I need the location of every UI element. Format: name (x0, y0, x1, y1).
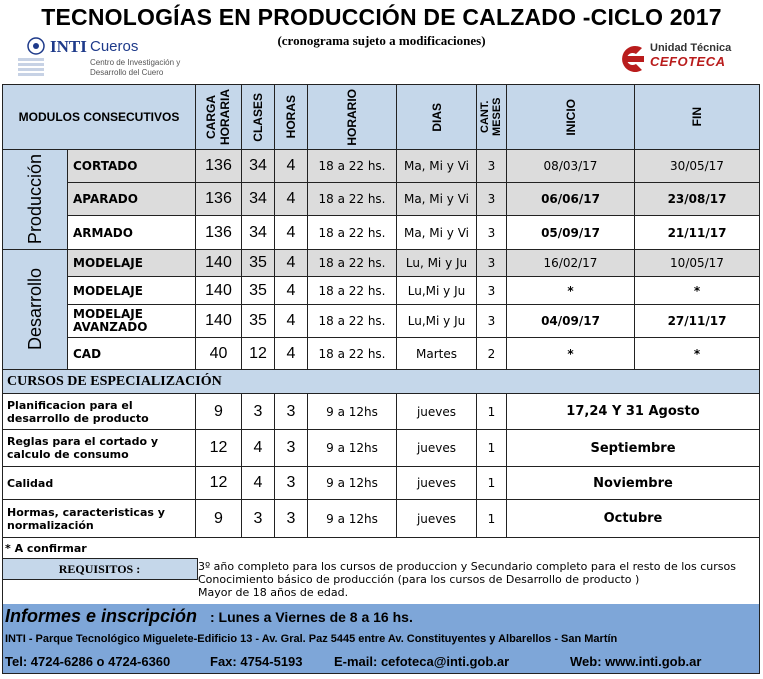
col-header-fin-label: FIN (690, 107, 704, 127)
module-carga: 136 (196, 150, 242, 183)
course-dias: jueves (397, 467, 477, 500)
module-horario: 18 a 22 hs. (308, 150, 397, 183)
col-header-clases (242, 84, 275, 150)
col-header-dias-label: DIAS (429, 102, 444, 132)
group-desarrollo (2, 250, 68, 370)
course-carga: 12 (196, 430, 242, 467)
module-clases: 34 (242, 150, 275, 183)
col-header-horas-label: HORAS (284, 95, 298, 139)
page-title: TECNOLOGÍAS EN PRODUCCIÓN DE CALZADO -CICLO 2017 (41, 4, 722, 30)
module-fin: 30/05/17 (635, 150, 760, 183)
col-header-meses (477, 84, 507, 150)
module-meses: 2 (477, 338, 507, 370)
col-header-meses-label: CANT. MESES (478, 97, 503, 137)
module-dias: Lu,Mi y Ju (397, 305, 477, 338)
cefoteca-unit-label: Unidad Técnica (650, 42, 732, 54)
module-fin: * (635, 338, 760, 370)
inti-logo-icon (12, 37, 48, 81)
module-meses: 3 (477, 216, 507, 250)
schedule-table (2, 84, 760, 674)
module-clases: 34 (242, 216, 275, 250)
module-name: MODELAJE (68, 250, 196, 277)
module-horas: 4 (275, 277, 308, 305)
col-header-modulos: MODULOS CONSECUTIVOS (2, 84, 196, 150)
module-clases: 35 (242, 305, 275, 338)
course-dias: jueves (397, 394, 477, 430)
inti-logo-word: INTI (50, 37, 87, 56)
inti-logo-sub1: Centro de Investigación y (90, 58, 181, 67)
module-name: MODELAJE AVANZADO (68, 305, 196, 338)
course-carga: 12 (196, 467, 242, 500)
course-dias: jueves (397, 430, 477, 467)
module-horas: 4 (275, 183, 308, 216)
col-header-inicio (507, 84, 635, 150)
module-meses: 3 (477, 305, 507, 338)
module-horario: 18 a 22 hs. (308, 250, 397, 277)
col-header-dias (397, 84, 477, 150)
module-inicio: 05/09/17 (507, 216, 635, 250)
module-inicio: 16/02/17 (507, 250, 635, 277)
course-clases: 4 (242, 430, 275, 467)
module-carga: 140 (196, 250, 242, 277)
module-name: ARMADO (68, 216, 196, 250)
module-meses: 3 (477, 277, 507, 305)
requisito-line-1: 3º año completo para los cursos de produccion y Secundario completo para el resto de los cursos (198, 560, 736, 573)
footer-tel: Tel: 4724-6286 o 4724-6360 (5, 654, 171, 669)
course-horas: 3 (275, 430, 308, 467)
col-header-carga (196, 84, 242, 150)
requisito-line-2: Conocimiento básico de producción (para los cursos de Desarrollo de producto ) (198, 573, 640, 586)
footer-fax: Fax: 4754-5193 (210, 654, 303, 669)
course-horas: 3 (275, 500, 308, 538)
col-header-inicio-label: INICIO (563, 98, 578, 136)
course-dias: jueves (397, 500, 477, 538)
col-header-fin (635, 84, 760, 150)
col-header-horario-label: HORARIO (345, 88, 359, 146)
col-header-horario (308, 84, 397, 150)
module-carga: 136 (196, 216, 242, 250)
course-horas: 3 (275, 394, 308, 430)
module-clases: 12 (242, 338, 275, 370)
course-horario: 9 a 12hs (308, 500, 397, 538)
confirm-note: * A confirmar (5, 542, 87, 555)
module-carga: 140 (196, 277, 242, 305)
module-horario: 18 a 22 hs. (308, 305, 397, 338)
module-horario: 18 a 22 hs. (308, 338, 397, 370)
footer (2, 604, 760, 674)
module-inicio: * (507, 277, 635, 305)
module-horario: 18 a 22 hs. (308, 183, 397, 216)
module-fin: * (635, 277, 760, 305)
module-clases: 35 (242, 277, 275, 305)
footer-informes: Informes e inscripción (5, 606, 198, 626)
course-carga: 9 (196, 394, 242, 430)
module-horas: 4 (275, 250, 308, 277)
course-name: Calidad (2, 467, 196, 500)
course-meses: 1 (477, 394, 507, 430)
module-fin: 27/11/17 (635, 305, 760, 338)
module-inicio: 08/03/17 (507, 150, 635, 183)
module-inicio: 04/09/17 (507, 305, 635, 338)
course-fecha: 17,24 Y 31 Agosto (507, 394, 760, 430)
page-subtitle: (cronograma sujeto a modificaciones) (277, 33, 486, 48)
footer-horario: : Lunes a Viernes de 8 a 16 hs. (210, 609, 413, 625)
col-header-clases-label: CLASES (251, 92, 265, 142)
course-fecha: Septiembre (507, 430, 760, 467)
course-name: Hormas, caracteristicas y normalización (2, 500, 196, 538)
course-meses: 1 (477, 500, 507, 538)
module-horario: 18 a 22 hs. (308, 277, 397, 305)
module-meses: 3 (477, 183, 507, 216)
module-dias: Lu,Mi y Ju (397, 277, 477, 305)
course-horas: 3 (275, 467, 308, 500)
course-horario: 9 a 12hs (308, 430, 397, 467)
requisitos-label: REQUISITOS : (2, 558, 198, 580)
module-fin: 10/05/17 (635, 250, 760, 277)
module-fin: 23/08/17 (635, 183, 760, 216)
module-name: APARADO (68, 183, 196, 216)
course-fecha: Octubre (507, 500, 760, 538)
specialization-title: CURSOS DE ESPECIALIZACIÓN (2, 370, 760, 394)
course-horario: 9 a 12hs (308, 467, 397, 500)
course-name: Planificacion para el desarrollo de producto (2, 394, 196, 430)
module-carga: 40 (196, 338, 242, 370)
module-meses: 3 (477, 150, 507, 183)
group-produccion-label: Producción (24, 154, 45, 245)
course-meses: 1 (477, 430, 507, 467)
module-horas: 4 (275, 338, 308, 370)
module-dias: Lu, Mi y Ju (397, 250, 477, 277)
requisitos-text (198, 560, 736, 599)
requisito-line-3: Mayor de 18 años de edad. (198, 586, 349, 599)
footer-address: INTI - Parque Tecnológico Miguelete-Edificio 13 - Av. Gral. Paz 5445 entre Av. Constituyentes y Albarellos - San Martín (5, 633, 618, 645)
module-dias: Ma, Mi y Vi (397, 150, 477, 183)
module-carga: 136 (196, 183, 242, 216)
course-meses: 1 (477, 467, 507, 500)
course-horario: 9 a 12hs (308, 394, 397, 430)
module-horario: 18 a 22 hs. (308, 216, 397, 250)
cefoteca-name: CEFOTECA (650, 54, 726, 69)
col-header-horas (275, 84, 308, 150)
course-fecha: Noviembre (507, 467, 760, 500)
inti-logo-sub2: Desarrollo del Cuero (90, 68, 164, 77)
inti-cueros-logo (12, 37, 182, 81)
course-clases: 3 (242, 394, 275, 430)
footer-email[interactable]: E-mail: cefoteca@inti.gob.ar (334, 654, 510, 669)
module-fin: 21/11/17 (635, 216, 760, 250)
module-dias: Martes (397, 338, 477, 370)
footer-web[interactable]: Web: www.inti.gob.ar (570, 654, 702, 669)
module-inicio: * (507, 338, 635, 370)
module-dias: Ma, Mi y Vi (397, 183, 477, 216)
module-carga: 140 (196, 305, 242, 338)
module-name: CAD (68, 338, 196, 370)
module-clases: 34 (242, 183, 275, 216)
course-name: Reglas para el cortado y calculo de consumo (2, 430, 196, 467)
cefoteca-logo (614, 42, 754, 78)
module-dias: Ma, Mi y Vi (397, 216, 477, 250)
course-clases: 4 (242, 467, 275, 500)
module-inicio: 06/06/17 (507, 183, 635, 216)
course-carga: 9 (196, 500, 242, 538)
module-name: CORTADO (68, 150, 196, 183)
module-horas: 4 (275, 216, 308, 250)
module-horas: 4 (275, 305, 308, 338)
module-meses: 3 (477, 250, 507, 277)
col-header-carga-label: CARGA HORARIA (203, 89, 232, 145)
group-produccion (2, 150, 68, 250)
inti-logo-name: Cueros (90, 38, 139, 55)
cefoteca-logo-icon (614, 44, 648, 74)
module-clases: 35 (242, 250, 275, 277)
course-clases: 3 (242, 500, 275, 538)
module-horas: 4 (275, 150, 308, 183)
module-name: MODELAJE (68, 277, 196, 305)
group-desarrollo-label: Desarrollo (24, 268, 45, 351)
